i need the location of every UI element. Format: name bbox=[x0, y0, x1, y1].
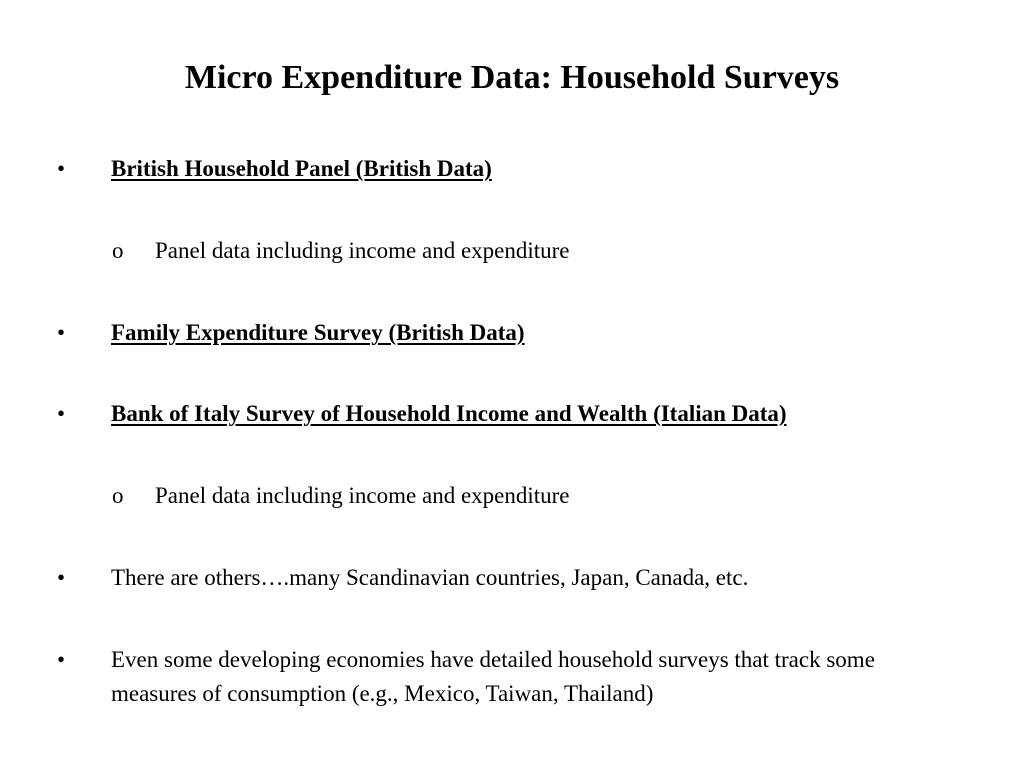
bullet-text: Family Expenditure Survey (British Data) bbox=[111, 320, 525, 345]
bullet-item bbox=[57, 643, 951, 711]
bullet-marker: • bbox=[57, 156, 66, 181]
sub-bullet-text: Panel data including income and expenditure bbox=[155, 238, 570, 263]
bullet-text: British Household Panel (British Data) bbox=[111, 156, 492, 181]
bullet-text: There are others….many Scandinavian countries, Japan, Canada, etc. bbox=[111, 565, 749, 590]
sub-bullet-item bbox=[112, 234, 570, 268]
bullet-item bbox=[57, 316, 525, 350]
sub-bullet-text: Panel data including income and expenditure bbox=[155, 483, 570, 508]
slide-title: Micro Expenditure Data: Household Surveys bbox=[184, 59, 840, 96]
bullet-marker: • bbox=[57, 565, 66, 590]
bullet-marker: • bbox=[57, 320, 66, 345]
bullet-item bbox=[57, 397, 787, 431]
bullet-marker: • bbox=[57, 647, 66, 672]
bullet-text: Even some developing economies have detailed household surveys that track some measures of consumption (e.g., Mexico, Taiwan, Thailand) bbox=[111, 647, 875, 706]
bullet-text: Bank of Italy Survey of Household Income and Wealth (Italian Data) bbox=[111, 401, 787, 426]
bullet-item bbox=[57, 561, 749, 595]
bullet-item bbox=[57, 152, 492, 186]
sub-bullet-item bbox=[112, 479, 570, 513]
bullet-marker: • bbox=[57, 401, 66, 426]
sub-bullet-marker: o bbox=[112, 238, 124, 263]
sub-bullet-marker: o bbox=[112, 483, 124, 508]
